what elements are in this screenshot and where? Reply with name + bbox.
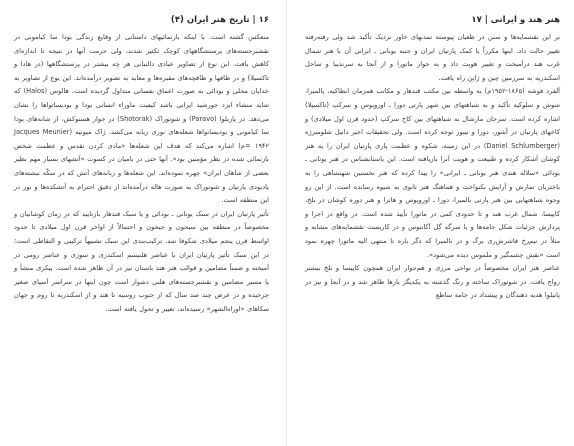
right-paragraph-3: عناصر هنر ایران مخصوصاً در نواحی مرزی و هم‌جوار ایران همچون کاپیسا و بلخ بیشتر رواج یافت. در شوتوراک ساخته و رنگ گذشته به یکدیگر بارها ظاهر شد و در آنجا و نیز در پاتیلوا هدیه دهندگان و پیشداد در جامه ساطع [305, 264, 560, 300]
right-paragraph-2: آلفرد فوشه (۱۸۶۵-۱۹۵۲م) به واسطه بین مکتب قندهار و مکاتب همزمان انطاکیه، پالمیرا، شوش و سلوکیه تأکید و به شباهتهای بین شهر پارتی دورا ـ اوروپوس و سرکپ (تاکسیلا) اشاره کرده است. سرجان مارشال به شباهتهای بین کاخ سرکپ (حدود قرن اول میلادی) و کاخهای پارتیان در آشور، دورا و نیبور توجه کرده است. ولی تحقیقات اخیر دانیل شلومبرژه (Daniel Schlumberger) در این زمینه، شکوه و عظمت پاری پارتیان ایران را به هنر کوشان آشکار کرده و طبیعت و هویت آنرا بازیافته است. این باستانشناس در هنر یونانی ـ بودائی «سلاله هندی هنر یونانی ـ ایرانی» را پیدا کرده که هنر نخستین شهنشاهی را به باختریان تمارش و آرایش بکنواخت و هماهنگ هنر ثانوی به شیوه رسانده است. از این رو وجوه شباهتهایی بین هنر پارتی بالمیرا، دورا ـ اوروپوس و هاترا و هنر دوره کوشان در بلخ، کاپیسا، شمال غرب هند و تا حدودی کمی در ماتورا تأیید شده است. در واقع در اجرا و پردازش جزئیات شکل جامه‌ها و یا سرگه گِل آکانتوس و در کاربست نقشمایه‌های مشابه و مثلاً در نیم‌رخ قاشرش‌ری برگ و در بالمیرا که دگر باره تا منتهی الیه ماتورا چهره نمود است «نقش چشمگیر و ملموس دیده می‌شود». [305, 87, 560, 259]
left-page-header: ۱۶ | تاریخ هنر ایران (۴) [170, 15, 269, 25]
left-paragraph-2: تأثیر پارتیان ایران در سبک یونانی ـ بودائی و یا سبک قندهار بازتابید که در زمان کوشانیان و مخصوصاً در منطقه بین سیحون و جیحون و احتمالاً از اواخر قرن اول میلادی تا حدود اواسط قرن پنجم میلادی شکوفا شد. ترکیب‌بندی این سبک تشبیهاً ترکیبی و التقاطی است؛ در این سبک تأثیر پارتیان ایران با عناصر هلنیسم اسکندری و سوری و عناصر رومی در آمیخته و ضمناً مضامین و قوالب هنر هند باستان نیز در آن ظاهر شده است. پیکری منشأ و یا مسیر مضامین و نقشبرجسته‌های هلنی دشوار است چون اینها در سراسر آسیای صغیر چرخیده و در عرض چند صد سال که از جنوب روسیه تا هند و از اسکندریه تا روم و جهان سکاهای «اوراه‌الشهر» رسیده‌اند، تغییر و تحول یافته است. [14, 209, 269, 313]
right-page [287, 0, 574, 446]
right-page-header: هنر هند و ایرانی | ۱۷ [471, 15, 560, 25]
right-paragraph-1: بر این نقشمایه‌ها و سنن در طغیان پیوسته تمدنهای خاور نزدیک تأکید شد ولی رفته‌رفته تغییر حالت داد. اینها مکرراً با کمک پارتیان ایران و جنبه یونانی ـ ایرانی آن با هنر شمال غرب هند درآمیخت و تغییر هویت داد و به جوار ماتورا و از آنجا به سرندیبا و ساحل اسکندریه به سرزمین چین و ژاپن راه یافت. [305, 33, 560, 82]
left-paragraph-1: منعکس گشته است. با اینکه بازنمائیهای داستانی از وقایع زندگی بودا سا کیامونی در نقشبرجسته‌های پرستشگاههای کوچک تکثیر شدند، ولی حرمت آنها در نتیجه تا اندازه‌ای کاهش یافت. این نوع از تصاویر عبادی دالنبانی هر چه بیشتر در پرستشگاهها (در هادا و تاکسیلا) و در طاقها و طاقچه‌های مقبره‌ها و معابد به تصویر درآمده‌اند. این یوع از تصاویر به خدایان محلی و بودائی به صورت اعماق نفسانی متداول گردیده است. هالوس (Halos) که شاید منشاء ایزد خورشید ایرانی باشد کیفیت ماوراء انسانی بودا و بودیساتواها را نشان می‌دهد. در پاریلوا (Paravo) و شوتوراک (Shotorak) در جوار هستوکش، از شانه‌های بودا سا کیامونی و بودیساتواها شعله‌های نوری زبانه می‌کشد. ژاک میونیه (Jacques Meunier = ۱۹۴۲م) اشاره می‌کند که هدف این شعله‌ها «مادی کردن تقدس و عظمت شخص بازنمائی شده در نظر مؤمنین بود». آنها حتی در بامیان در کسوت «آتشهای بسیار مهم نظیر بعضی از شاهان ایران» چهره نموده‌اند. این شعله‌ها و زبانه‌های آتش که در سکّه نبشته‌های یادبودی پارتیان و شوتوراک به صورت هاله درآمده‌اند از دقیق احترام به آتشکده‌ها و نور در این منطقه است. [14, 33, 269, 205]
